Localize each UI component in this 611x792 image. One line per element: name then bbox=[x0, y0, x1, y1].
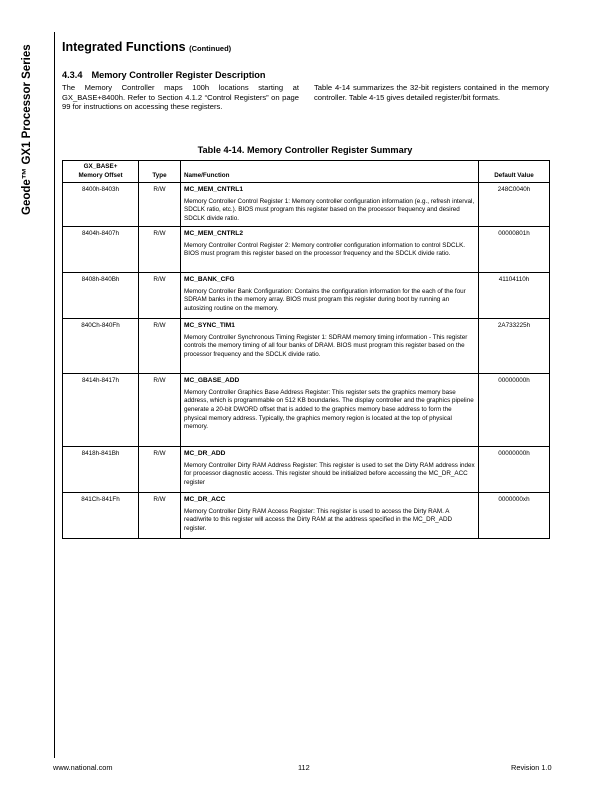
table-row bbox=[63, 374, 550, 447]
sidebar-title: Geode™ GX1 Processor Series bbox=[21, 44, 33, 215]
offset-cell: 8408h-840Bh bbox=[63, 273, 139, 319]
type-header: Type bbox=[139, 161, 181, 183]
register-description: Memory Controller Control Register 2: Memory controller configuration information to control SDCLK. BIOS must program this register based on the processor frequency and the SDCLK divide ratio. bbox=[184, 241, 466, 258]
type-cell: R/W bbox=[139, 493, 181, 539]
register-name: MC_MEM_CNTRL1 bbox=[184, 186, 243, 194]
name-cell bbox=[181, 319, 479, 374]
offset-cell: 8400h-8403h bbox=[63, 183, 139, 227]
offset-cell: 841Ch-841Fh bbox=[63, 493, 139, 539]
name-cell bbox=[181, 493, 479, 539]
page-title: Integrated Functions bbox=[62, 40, 186, 54]
table-row bbox=[63, 273, 550, 319]
offset-header-line1: GX_BASE+ bbox=[83, 163, 118, 170]
offset-cell: 8404h-8407h bbox=[63, 227, 139, 273]
section-number: 4.3.4 bbox=[62, 70, 83, 80]
table-row bbox=[63, 183, 550, 227]
footer-revision: Revision 1.0 bbox=[511, 763, 552, 772]
vertical-divider bbox=[54, 32, 55, 758]
name-cell bbox=[181, 273, 479, 319]
register-description: Memory Controller Control Register 1: Memory controller configuration information (e.g., refresh interval, SDCLK ratio, etc.). BIOS must program this register based on the processor frequency and desired SDCLK divide ratio. bbox=[184, 197, 475, 222]
type-cell: R/W bbox=[139, 183, 181, 227]
default-header: Default Value bbox=[479, 161, 550, 183]
section-heading bbox=[62, 70, 266, 80]
table-caption: Table 4-14. Memory Controller Register Summary bbox=[197, 145, 413, 155]
name-cell bbox=[181, 183, 479, 227]
register-description: Memory Controller Synchronous Timing Register 1: SDRAM memory timing information - This register controls the memory timing of all four banks of DRAM. BIOS must program this register based on the processor frequency and the SDCLK divide ratio. bbox=[184, 333, 468, 358]
register-description: Memory Controller Dirty RAM Address Register: This register is used to set the Dirty RAM address index for processor diagnostic access. This register should be initialized before accessing the MC_DR_ACC register bbox=[184, 461, 475, 486]
table-row bbox=[63, 227, 550, 273]
table-row bbox=[63, 319, 550, 374]
default-cell: 00000000h bbox=[479, 374, 550, 447]
register-description: Memory Controller Bank Configuration: Contains the configuration information for the each of the four SDRAM banks in the memory array. BIOS must program this register during boot by running an autosizing routine on the memory. bbox=[184, 287, 466, 312]
default-cell: 00000801h bbox=[479, 227, 550, 273]
name-cell bbox=[181, 447, 479, 493]
register-name: MC_DR_ADD bbox=[184, 450, 226, 458]
type-cell: R/W bbox=[139, 447, 181, 493]
register-name: MC_MEM_CNTRL2 bbox=[184, 230, 243, 238]
name-cell bbox=[181, 227, 479, 273]
section-title: Memory Controller Register Description bbox=[91, 70, 266, 80]
table-header-row bbox=[63, 161, 550, 183]
footer-website: www.national.com bbox=[53, 763, 113, 772]
section-paragraph-left: The Memory Controller maps 100h locations starting at GX_BASE+8400h. Refer to Section 4.1.2 “Control Registers” on page 99 for instructions on accessing these registers. bbox=[62, 83, 299, 112]
register-summary-table bbox=[62, 160, 550, 539]
register-name: MC_DR_ACC bbox=[184, 496, 226, 504]
default-cell: 2A733225h bbox=[479, 319, 550, 374]
default-cell: 41104110h bbox=[479, 273, 550, 319]
offset-header bbox=[63, 161, 139, 183]
default-cell: 00000000h bbox=[479, 447, 550, 493]
page-title-continued: (Continued) bbox=[189, 44, 232, 53]
type-cell: R/W bbox=[139, 273, 181, 319]
default-cell: 248C0040h bbox=[479, 183, 550, 227]
offset-cell: 840Ch-840Fh bbox=[63, 319, 139, 374]
page-heading bbox=[62, 40, 231, 54]
register-name: MC_BANK_CFG bbox=[184, 276, 235, 284]
register-description: Memory Controller Dirty RAM Access Register: This register is used to access the Dirty RAM. A read/write to this register will access the Dirty RAM at the address specified in the MC_DR_ADD register. bbox=[184, 507, 453, 532]
name-cell bbox=[181, 374, 479, 447]
default-cell: 0000000xh bbox=[479, 493, 550, 539]
offset-header-line2: Memory Offset bbox=[78, 171, 123, 179]
register-name: MC_SYNC_TIM1 bbox=[184, 322, 235, 330]
offset-cell: 8418h-841Bh bbox=[63, 447, 139, 493]
table-row bbox=[63, 447, 550, 493]
type-cell: R/W bbox=[139, 374, 181, 447]
section-paragraph-right: Table 4-14 summarizes the 32-bit registers contained in the memory controller. Table 4-15 gives detailed register/bit formats. bbox=[314, 83, 549, 102]
name-header: Name/Function bbox=[181, 161, 479, 183]
type-cell: R/W bbox=[139, 227, 181, 273]
type-cell: R/W bbox=[139, 319, 181, 374]
footer-page-number: 112 bbox=[298, 763, 310, 772]
register-description: Memory Controller Graphics Base Address Register: This register sets the graphics memory base address, which is programmable on 512 KB boundaries. The display controller and the graphics pipeline generate a 20-bit DWORD offset that is added to the graphics memory base address to form the physical memory address. Typically, the graphics memory region is located at the top of physical memory. bbox=[184, 388, 474, 431]
table-row bbox=[63, 493, 550, 539]
register-name: MC_GBASE_ADD bbox=[184, 377, 240, 385]
offset-cell: 8414h-8417h bbox=[63, 374, 139, 447]
